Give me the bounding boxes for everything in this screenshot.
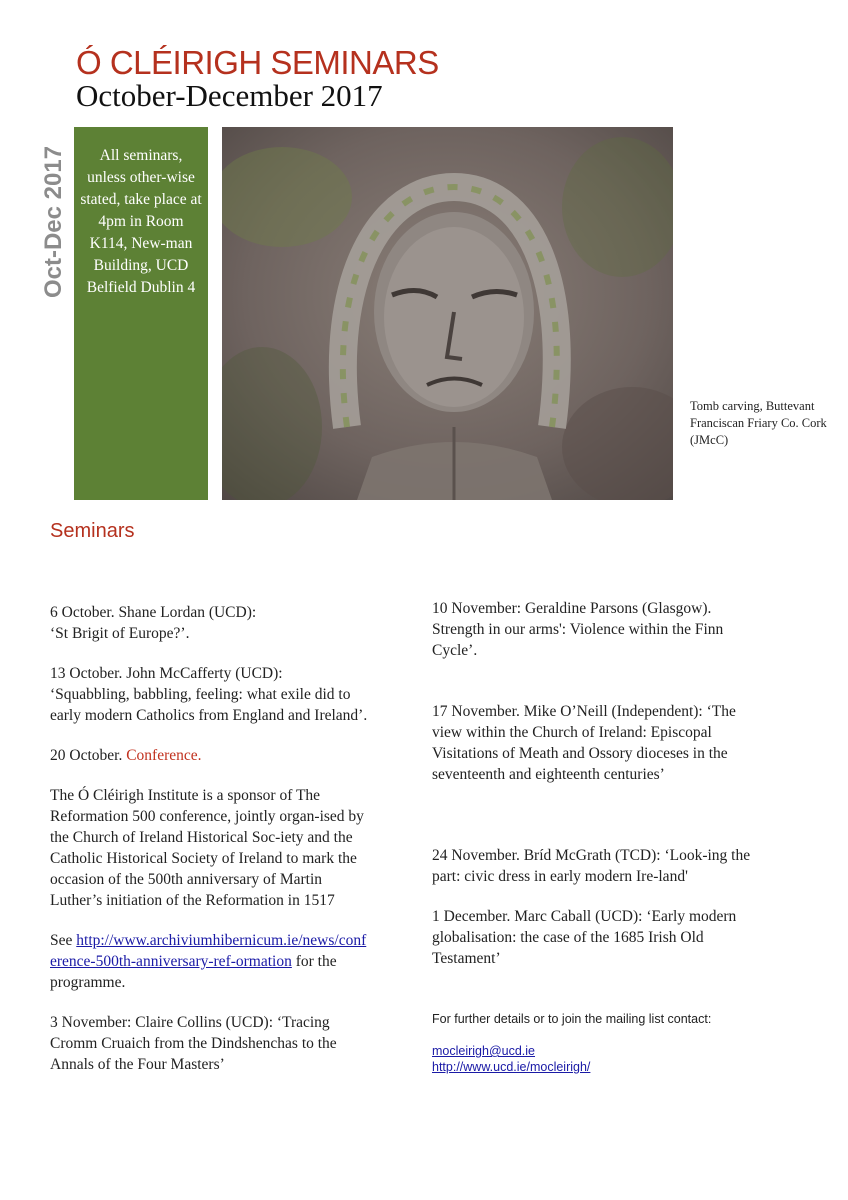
info-box <box>74 127 208 500</box>
contact-url-link[interactable]: http://www.ucd.ie/mocleirigh/ <box>432 1060 591 1074</box>
seminar-date: 20 October. <box>50 747 127 764</box>
seminars-left-column <box>50 602 370 1075</box>
page-subtitle: October-December 2017 <box>76 78 383 113</box>
contact-email-link[interactable]: mocleirigh@ucd.ie <box>432 1044 536 1058</box>
photo-caption: Tomb carving, Buttevant Franciscan Friary Co. Cork (JMcC) <box>690 399 827 447</box>
tomb-carving-photo <box>222 127 673 500</box>
contact-intro: For further details or to join the mailing list contact: <box>432 1012 712 1026</box>
contact-block <box>432 1011 752 1075</box>
seminar-item: 1 December. Marc Caball (UCD): ‘Early modern globalisation: the case of the 1685 Irish Old Testament’ <box>432 908 737 967</box>
seminar-item: 3 November: Claire Collins (UCD): ‘Tracing Cromm Cruaich from the Dindshenchas to the Annals of the Four Masters’ <box>50 1014 337 1073</box>
seminar-head: 6 October. Shane Lordan (UCD): <box>50 604 257 621</box>
conference-link[interactable]: http://www.archiviumhibernicum.ie/news/conference-500th-anniversary-ref-ormation <box>50 932 367 970</box>
page-title: Ó CLÉIRIGH SEMINARS <box>76 44 439 81</box>
see-suffix: for the programme. <box>50 953 337 991</box>
seminars-heading: Seminars <box>50 520 135 542</box>
seminar-item: 17 November. Mike O’Neill (Independent): ‘The view within the Church of Ireland: Episcopal Visitations of Meath and Ossory dioceses in the seventeenth and eighteenth centuries’ <box>432 703 736 783</box>
side-label <box>30 146 78 316</box>
side-label-text: Oct-Dec 2017 <box>40 145 67 299</box>
seminar-item <box>50 745 370 766</box>
seminar-item: 10 November: Geraldine Parsons (Glasgow). Strength in our arms': Violence within the Finn Cycle’. <box>432 600 724 659</box>
tomb-carving-image <box>222 127 673 500</box>
seminar-item <box>50 663 370 726</box>
programme-note <box>50 930 370 993</box>
seminar-title: ‘Squabbling, babbling, feeling: what exile did to early modern Catholics from England and Ireland’. <box>50 686 368 724</box>
seminar-title: ‘St Brigit of Europe?’. <box>50 625 190 642</box>
info-box-text: All seminars, unless other-wise stated, take place at 4pm in Room K114, New-man Building, UCD Belfield Dublin 4 <box>80 147 202 296</box>
seminar-item <box>50 602 370 644</box>
conference-description: The Ó Cléirigh Institute is a sponsor of The Reformation 500 conference, jointly organ-ised by the Church of Ireland Historical Soc-iety and the Catholic Historical Society of Ireland to mark the occasion of the 500th anniversary of Martin Luther’s initiation of the Reformation in 1517 <box>50 787 364 909</box>
seminar-item: 24 November. Bríd McGrath (TCD): ‘Look-ing the part: civic dress in early modern Ire-land' <box>432 847 751 885</box>
seminars-right-column <box>432 598 752 1075</box>
conference-label: Conference. <box>126 747 202 764</box>
see-prefix: See <box>50 932 77 949</box>
seminar-head: 13 October. John McCafferty (UCD): <box>50 665 283 682</box>
